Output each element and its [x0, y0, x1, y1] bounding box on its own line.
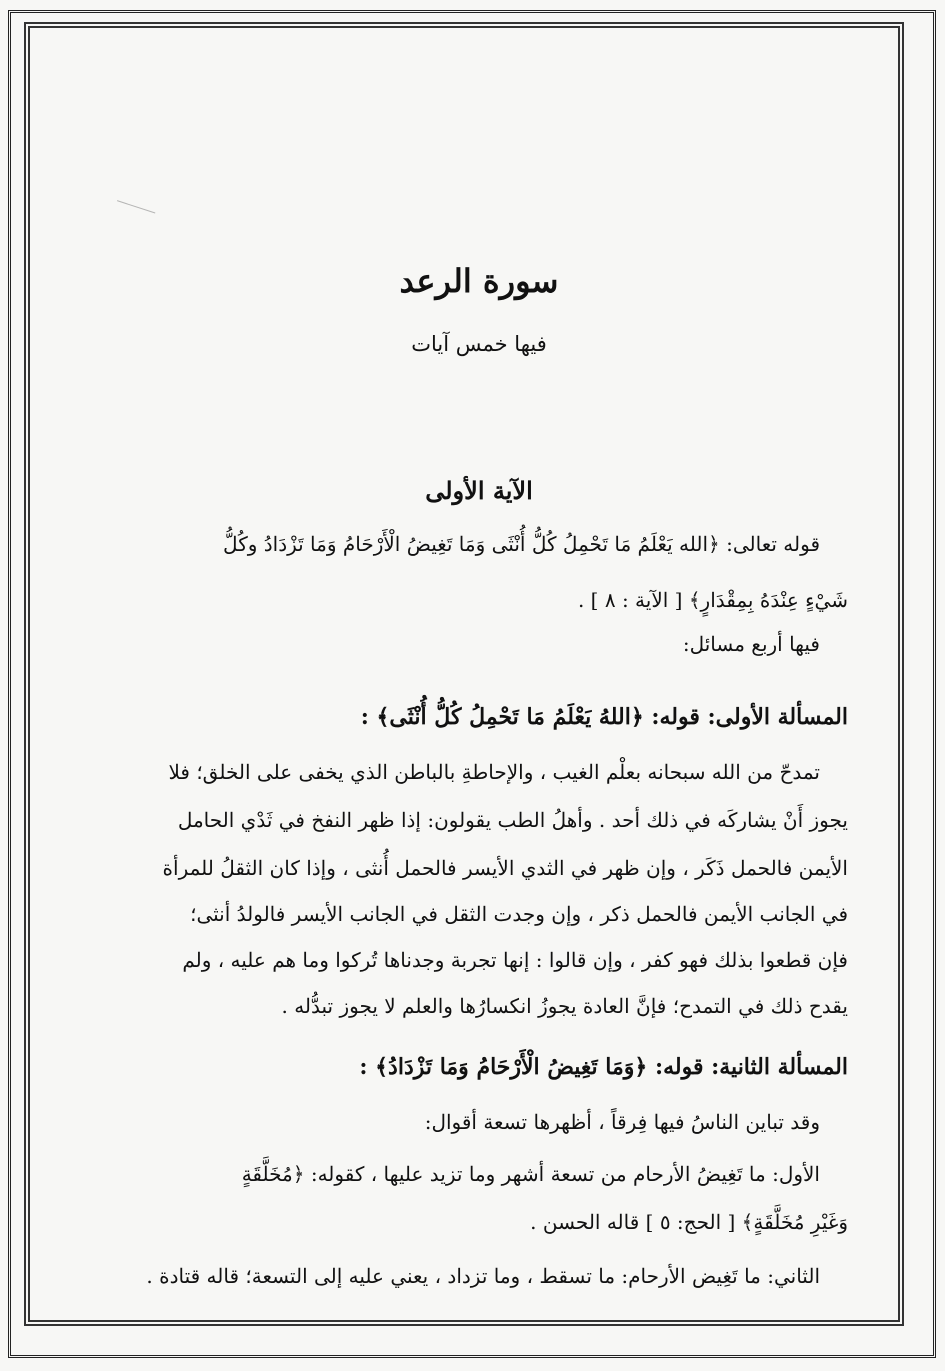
sura-title: سورة الرعد [399, 262, 559, 300]
verse-line-1: قوله تعالى: ﴿الله يَعْلَمُ مَا تَحْمِلُ كُلُّ أُنْثَى وَمَا تَغِيضُ الْأَرْحَامُ وَمَا تَزْدَادُ وكُلُّ [223, 532, 820, 556]
sura-subtitle: فيها خمس آيات [411, 332, 547, 356]
paragraph-line: وَغَيْرِ مُخَلَّقَةٍ﴾ [ الحج: ٥ ] قاله الحسن . [530, 1210, 848, 1234]
paragraph-line: الأيمن فالحمل ذَكَر ، وإن ظهر في الثدي الأيسر فالحمل أُنثى ، وإذا كان الثقلُ للمرأة [162, 856, 848, 880]
paragraph-line: فإن قطعوا بذلك فهو كفر ، وإن قالوا : إنها تجربة وجدناها تُركوا وما هم عليه ، ولم [182, 948, 848, 972]
issues-count-line: فيها أربع مسائل: [682, 632, 820, 656]
issue-2-heading: المسألة الثانية: قوله: ﴿وَمَا تَغِيضُ الْأَرْحَامُ وَمَا تَزْدَادُ﴾ : [359, 1054, 848, 1080]
paragraph-line: وقد تباين الناسُ فيها فِرقاً ، أظهرها تسعة أقوال: [424, 1110, 820, 1134]
paragraph-line: يجوز أَنْ يشاركَه في ذلك أحد . وأهلُ الطب يقولون: إذا ظهر النفخ في ثَدْي الحامل [177, 808, 848, 832]
issue-1-heading: المسألة الأولى: قوله: ﴿اللهُ يَعْلَمُ مَا تَحْمِلُ كُلُّ أُنْثَى﴾ : [360, 704, 848, 730]
paragraph-line: تمدحّ من الله سبحانه بعلْم الغيب ، والإحاطةِ بالباطن الذي يخفى على الخلق؛ فلا [168, 760, 820, 784]
verse-line-2: شَيْءٍ عِنْدَهُ بِمِقْدَارٍ﴾ [ الآية : ٨ ] . [577, 588, 848, 612]
paragraph-line: في الجانب الأيمن فالحمل ذكر ، وإن وجدت الثقل في الجانب الأيسر فالولدُ أنثى؛ [190, 902, 848, 926]
paragraph-line: الأول: ما تَغِيضُ الأرحام من تسعة أشهر وما تزيد عليها ، كقوله: ﴿مُخَلَّقَةٍ [241, 1162, 820, 1186]
paragraph-line: الثاني: ما تَغِيض الأرحام: ما تسقط ، وما تزداد ، يعني عليه إلى التسعة؛ قاله قتادة . [146, 1264, 820, 1288]
paragraph-line: يقدح ذلك في التمدح؛ فإنَّ العادة يجوزُ انكسارُها والعلم لا يجوز تبدُّله . [281, 994, 848, 1018]
ayah-heading: الآية الأولى [425, 476, 533, 505]
page-content [110, 0, 848, 1371]
